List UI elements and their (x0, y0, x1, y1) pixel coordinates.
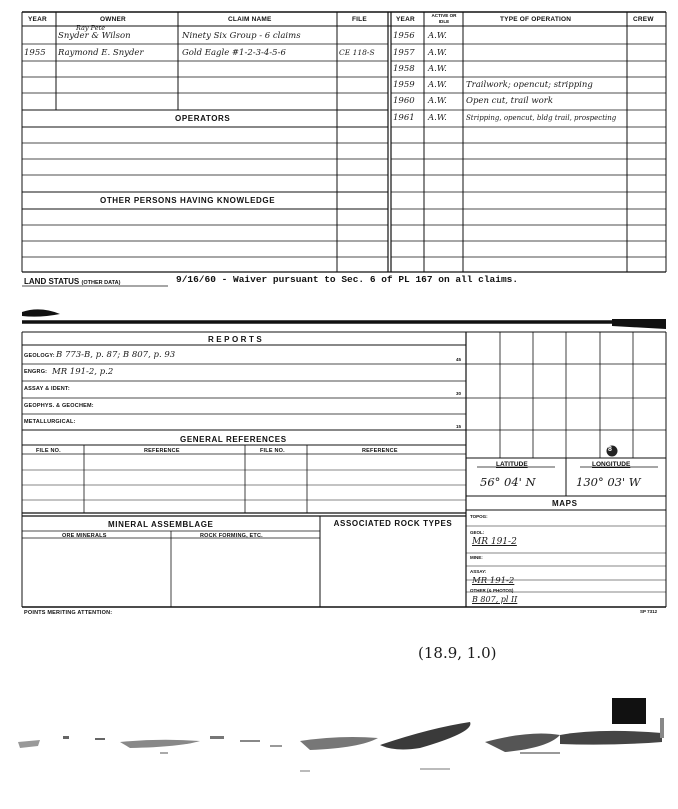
owner-year: 1955 (24, 48, 46, 58)
coordinate-note: (18.9, 1.0) (418, 644, 497, 662)
ore-minerals-label: ORE MINERALS (62, 533, 107, 539)
col-file-no: FILE NO. (36, 448, 61, 454)
activity-operation: Open cut, trail work (466, 96, 553, 106)
header-owner: OWNER (100, 16, 126, 23)
longitude-value: 130° 03' W (576, 475, 641, 489)
header-claim-name: CLAIM NAME (228, 16, 272, 23)
land-status-label: LAND STATUS (OTHER DATA) (24, 277, 121, 286)
activity-operation: Stripping, opencut, bldg trail, prospecting (466, 114, 617, 122)
activity-status: A.W. (428, 96, 447, 106)
activity-status: A.W. (428, 113, 447, 123)
scale-number: 45 (456, 357, 462, 362)
assay-value: MR 191-2 (472, 576, 515, 586)
land-status-value: 9/16/60 - Waiver pursuant to Sec. 6 of PL 167 on all claims. (176, 274, 519, 285)
owner-first-names: Ray Pete (76, 24, 106, 32)
mineral-assemblage-heading: MINERAL ASSEMBLAGE (108, 520, 214, 529)
geol-value: MR 191-2 (472, 537, 517, 547)
activity-status: A.W. (428, 64, 447, 74)
header-active-idle: ACTIVE OR IDLE (431, 13, 457, 24)
activity-year: 1959 (393, 80, 415, 90)
topog-label: TOPOG: (470, 514, 488, 519)
header-type-of-operation: TYPE OF OPERATION (500, 16, 572, 23)
mine-label: MINE: (470, 555, 483, 560)
report-label-assay: ASSAY & IDENT: (24, 386, 70, 392)
claim-name: Gold Eagle #1-2-3-4-5-6 (182, 48, 286, 58)
general-references-heading: GENERAL REFERENCES (180, 435, 287, 444)
scan-mark (612, 319, 666, 329)
activity-status: A.W. (428, 31, 447, 41)
activity-year: 1958 (393, 64, 415, 74)
longitude-label: LONGITUDE (592, 461, 631, 468)
report-label-metallurgical: METALLURGICAL: (24, 419, 76, 425)
report-value-geology: B 773-B, p. 87; B 807, p. 93 (56, 350, 176, 360)
report-label-engrg: ENGRG: (24, 369, 48, 375)
header-year-activity: YEAR (396, 16, 415, 23)
operators-heading: OPERATORS (175, 114, 231, 123)
header-crew: CREW (633, 16, 654, 23)
other-photos-value: B 807, pl II (472, 595, 518, 604)
file-number: CE 118-S (339, 48, 375, 57)
report-label-geology: GEOLOGY: (24, 353, 55, 359)
activity-status: A.W. (428, 48, 447, 58)
activity-year: 1957 (393, 48, 415, 58)
associated-rock-types-heading: ASSOCIATED ROCK TYPES (333, 519, 453, 528)
activity-year: 1961 (393, 113, 415, 123)
activity-operation: Trailwork; opencut; stripping (466, 80, 593, 90)
latitude-value: 56° 04' N (480, 475, 536, 489)
activity-year: 1956 (393, 31, 415, 41)
owner-name: Raymond E. Snyder (58, 48, 144, 58)
geol-label: GEOL: (470, 530, 485, 535)
activity-status: A.W. (428, 80, 447, 90)
claim-name: Ninety Six Group - 6 claims (182, 31, 301, 41)
form-number: SP 7312 (640, 609, 658, 614)
owner-name: Snyder & Wilson (58, 31, 131, 41)
rock-forming-label: ROCK FORMING, ETC. (200, 533, 263, 539)
assay-label: ASSAY: (470, 569, 487, 574)
other-photos-label: OTHER (& PHOTOS) (470, 588, 514, 593)
reports-heading: REPORTS (208, 335, 265, 344)
header-file: FILE (352, 16, 367, 23)
report-label-geophys: GEOPHYS. & GEOCHEM: (24, 403, 94, 409)
col-reference: REFERENCE (144, 448, 180, 454)
scale-number: 30 (456, 391, 462, 396)
header-year: YEAR (28, 16, 47, 23)
scan-mark (22, 309, 60, 316)
activity-year: 1960 (393, 96, 415, 106)
col-file-no-2: FILE NO. (260, 448, 285, 454)
scan-noise (18, 698, 664, 772)
points-meriting-attention-label: POINTS MERITING ATTENTION: (24, 610, 113, 616)
report-value-engrg: MR 191-2, p.2 (52, 367, 114, 377)
circled-digit: 8 (608, 446, 612, 453)
maps-heading: MAPS (552, 499, 578, 508)
col-reference-2: REFERENCE (362, 448, 398, 454)
latitude-label: LATITUDE (496, 461, 528, 468)
scale-number: 15 (456, 424, 462, 429)
others-heading: OTHER PERSONS HAVING KNOWLEDGE (100, 196, 276, 205)
